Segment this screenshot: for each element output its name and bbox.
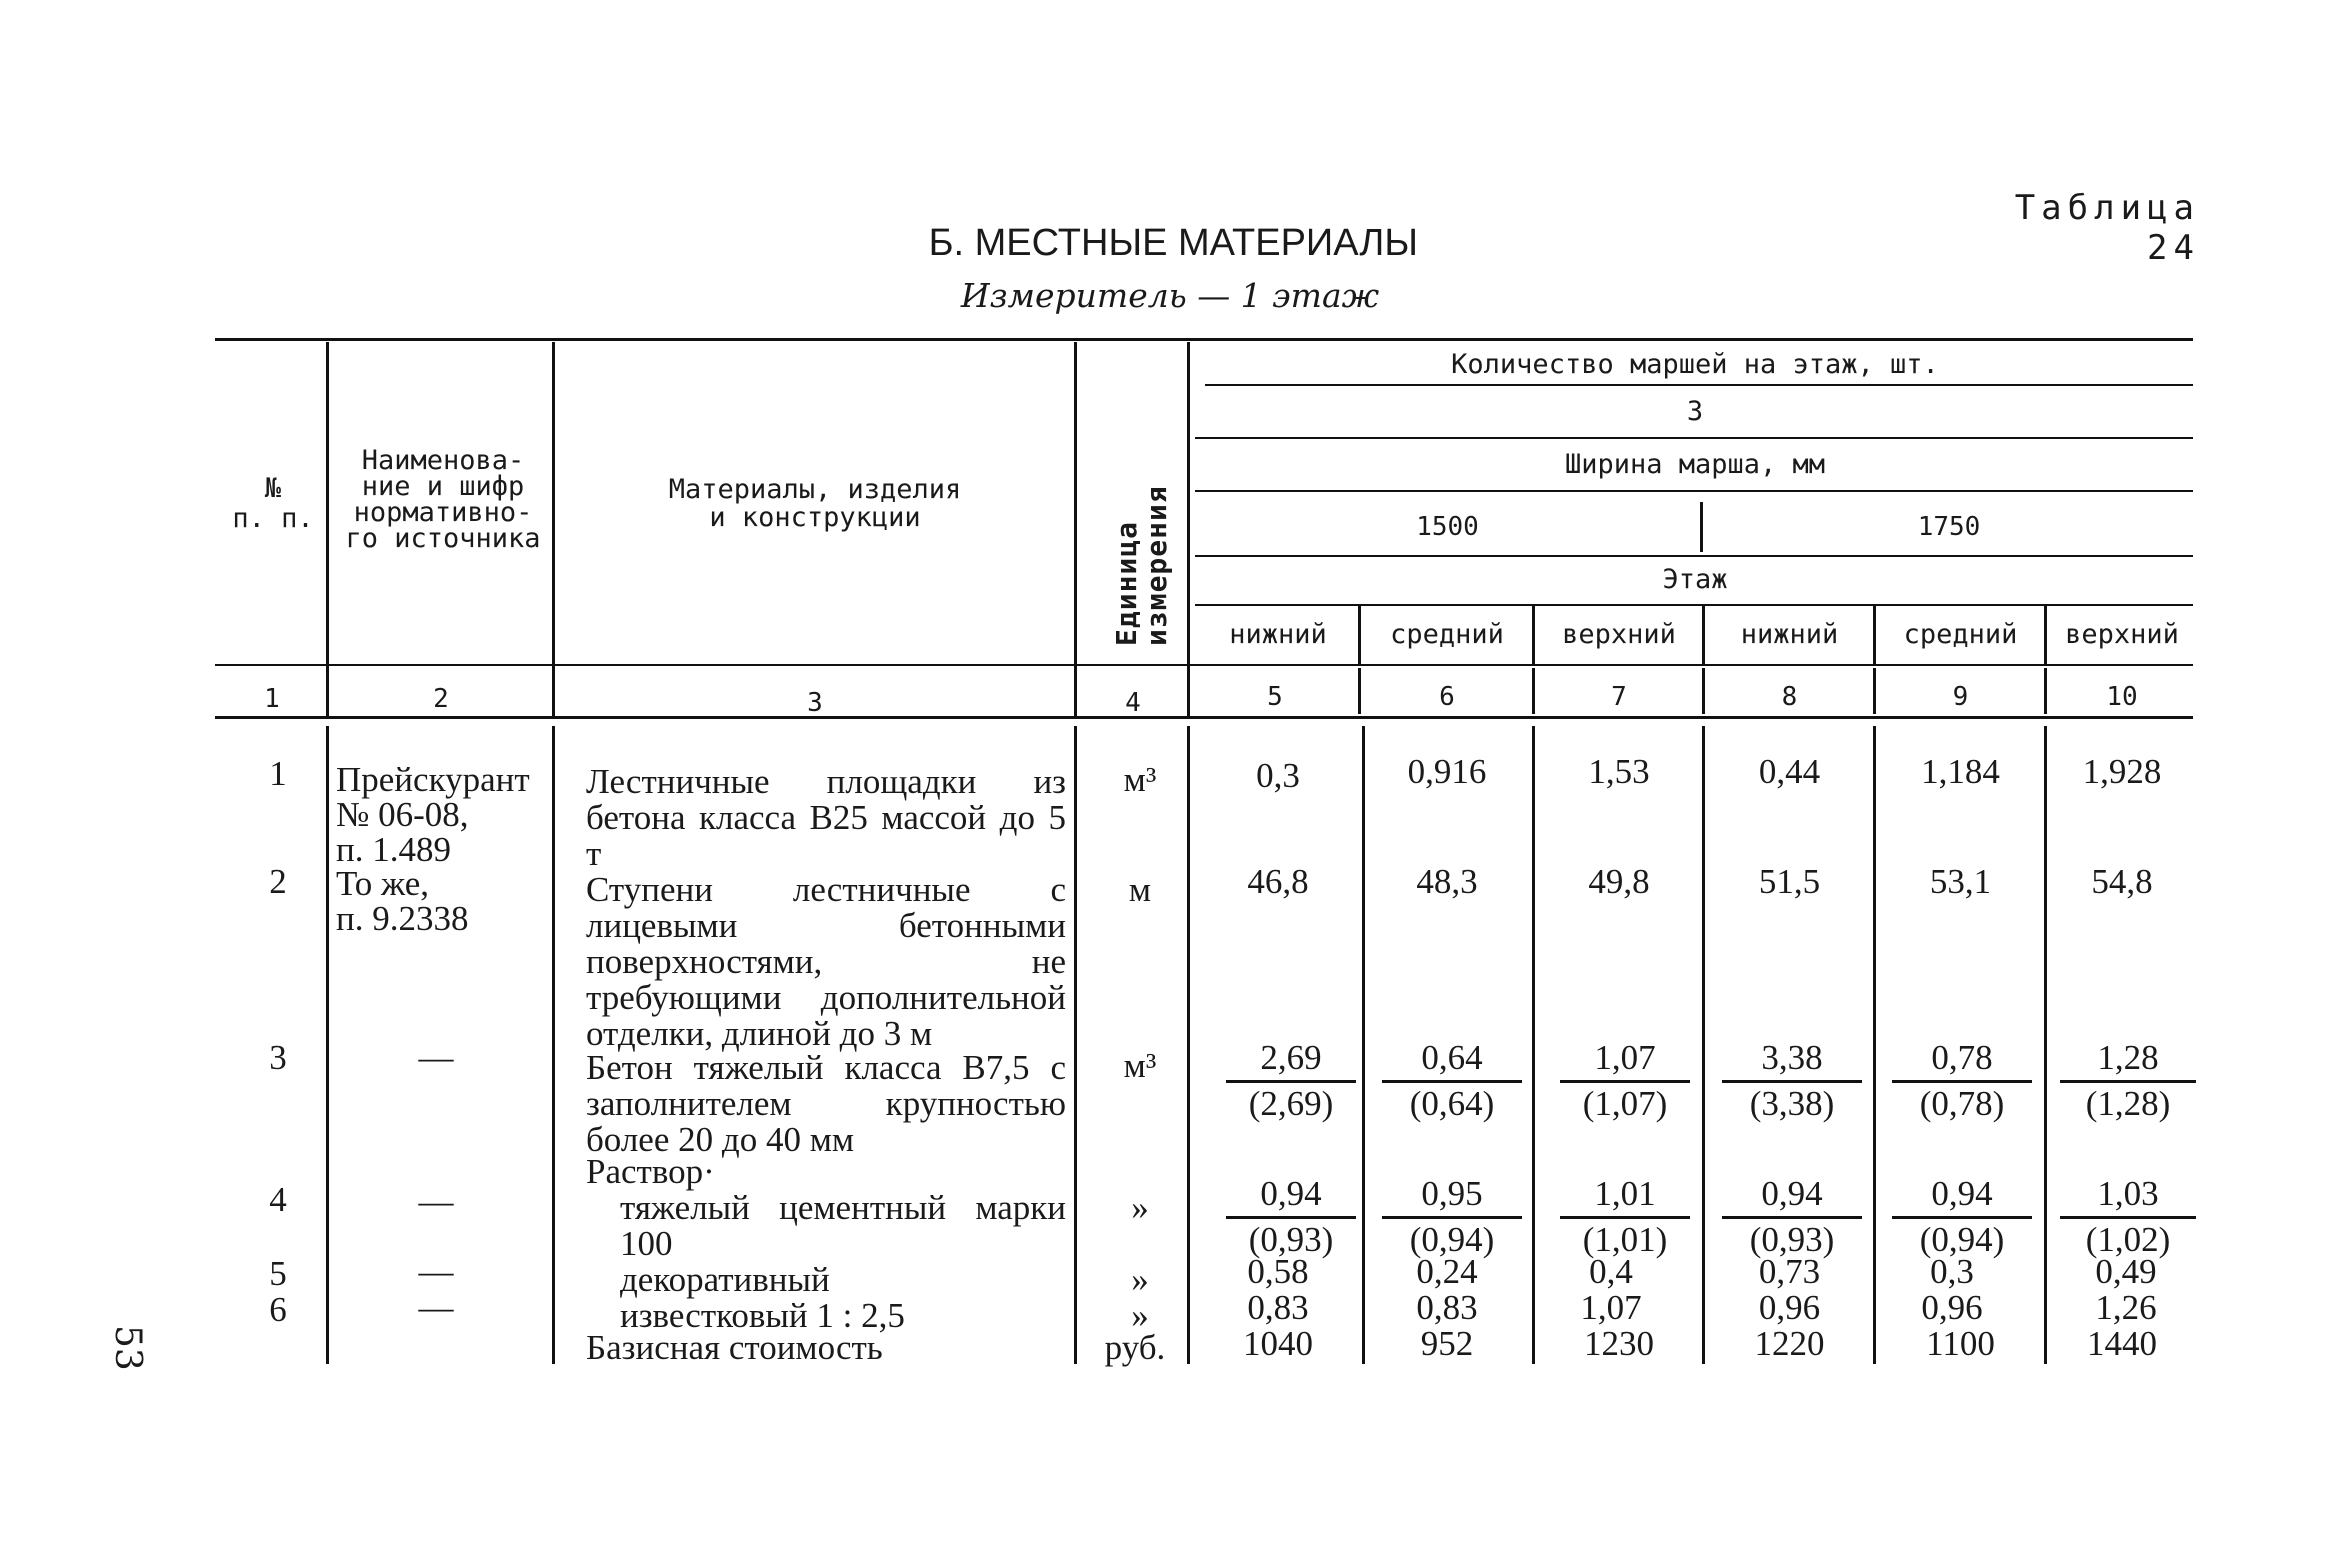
rule (1532, 668, 1535, 714)
col-number: 3 (807, 688, 823, 718)
col-number: 6 (1439, 682, 1455, 712)
row-unit: » (1131, 1260, 1149, 1299)
header-width: Ширина марша, мм (1564, 449, 1826, 480)
header-width-1500: 1500 (1416, 512, 1479, 542)
row-value: 1440 (2087, 1324, 2157, 1363)
rule (1873, 668, 1876, 714)
rule (2044, 606, 2047, 666)
row-unit: » (1131, 1188, 1149, 1227)
page-number: 53 (107, 1325, 148, 1371)
rule (1195, 437, 2193, 439)
row-subvalue: (1,02) (2085, 1220, 2171, 1259)
rule (1532, 606, 1535, 666)
row-subvalue: (0,94) (1919, 1220, 2005, 1259)
rule (1700, 502, 1703, 552)
row-value: 0,64 (1382, 1036, 1522, 1083)
col-number: 4 (1125, 688, 1141, 718)
row-material: декоративный (620, 1260, 830, 1299)
row-value: 1220 (1754, 1324, 1825, 1363)
row-subvalue: (1,01) (1582, 1220, 1668, 1259)
rule (215, 338, 2193, 341)
row-subvalue: (0,78) (1919, 1084, 2005, 1123)
rule (2044, 726, 2047, 1364)
row-value: 1,26 (2095, 1288, 2157, 1327)
row-value: 952 (1420, 1324, 1474, 1363)
row-value: 1,928 (2082, 752, 2162, 791)
header-material: Материалы, изделия и конструкции (668, 474, 962, 533)
row-subvalue: (1,07) (1582, 1084, 1668, 1123)
rule (1358, 606, 1361, 666)
header-floor-2: средний (1390, 619, 1504, 650)
row-value: 1,01 (1560, 1172, 1690, 1219)
col-number: 5 (1267, 682, 1283, 712)
row-value: 0,73 (1758, 1252, 1821, 1291)
header-unit: Единица измерения (1110, 485, 1173, 646)
row-value: 1,184 (1921, 752, 2000, 791)
header-width-1750: 1750 (1917, 512, 1981, 542)
row-value: 1,53 (1588, 752, 1650, 791)
measure-subtitle: Измеритель — 1 этаж (960, 276, 1380, 315)
row-value: 54,8 (2091, 862, 2153, 901)
row-value: 0,58 (1247, 1252, 1309, 1291)
col-number: 8 (1781, 682, 1798, 712)
header-floor-5: средний (1903, 619, 2018, 650)
header-floor-6: верхний (2065, 619, 2179, 650)
rule (1205, 384, 2193, 386)
row-number: 1 (269, 754, 287, 793)
row-material-group: Раствор· (586, 1152, 715, 1191)
rule (1187, 726, 1190, 1364)
rule (215, 664, 2193, 666)
row-unit: м³ (1123, 1046, 1157, 1085)
row-value: 0,95 (1382, 1172, 1522, 1219)
col-number: 9 (1952, 682, 1969, 712)
row-value: 0,49 (2095, 1252, 2157, 1291)
row-subvalue: (0,64) (1409, 1084, 1495, 1123)
row-value: 0,94 (1226, 1172, 1356, 1219)
col-number: 2 (433, 684, 449, 714)
row-subvalue: (2,69) (1248, 1084, 1334, 1123)
row-unit: » (1131, 1296, 1149, 1335)
header-source: Наименова- ние и шифр нормативно- го источника (345, 445, 541, 554)
row-subvalue: (1,28) (2085, 1084, 2171, 1123)
row-value: 1100 (1926, 1324, 1995, 1363)
row-source: — (418, 1038, 454, 1077)
row-value: 1,07 (1580, 1288, 1642, 1327)
col-number: 1 (264, 684, 280, 714)
row-value: 3,38 (1722, 1036, 1862, 1083)
header-flights: Количество маршей на этаж, шт. (1451, 349, 1939, 380)
row-material: Лестничные площадки из бетона класса В25 массой до 5 т (586, 762, 1066, 873)
row-value: 48,3 (1416, 862, 1478, 901)
rule (1195, 490, 2193, 492)
header-floor: Этаж (1662, 564, 1728, 595)
row-subvalue: (0,93) (1248, 1220, 1334, 1259)
row-number: 4 (269, 1180, 287, 1219)
col-number: 10 (2106, 682, 2138, 712)
row-number: 5 (269, 1254, 287, 1293)
rule (1074, 342, 1077, 718)
row-unit: м (1128, 870, 1152, 909)
row-number: 3 (269, 1038, 287, 1077)
row-subvalue: (0,93) (1749, 1220, 1835, 1259)
row-value: 0,96 (1921, 1288, 1983, 1327)
rule (1702, 606, 1705, 666)
row-unit: руб. (1104, 1328, 1166, 1367)
header-floor-3: верхний (1562, 619, 1676, 650)
row-subvalue: (0,94) (1409, 1220, 1495, 1259)
rule (1187, 342, 1190, 718)
row-value: 0,44 (1758, 752, 1821, 791)
row-value: 1,07 (1560, 1036, 1690, 1083)
row-value: 0,4 (1589, 1252, 1633, 1291)
row-material: известковый 1 : 2,5 (620, 1296, 905, 1335)
table-label: Таблица 24 (2014, 188, 2200, 268)
row-source: — (418, 1182, 454, 1221)
row-source: Прейскурант № 06-08, п. 1.489 (336, 760, 530, 869)
row-value: 2,69 (1226, 1036, 1356, 1083)
row-number: 2 (269, 862, 287, 901)
row-source: — (418, 1288, 454, 1327)
row-value: 49,8 (1588, 862, 1650, 901)
row-value: 46,8 (1247, 862, 1309, 901)
header-floor-1: нижний (1229, 619, 1327, 650)
rule (1702, 668, 1705, 714)
rule (1074, 726, 1077, 1364)
row-value: 0,83 (1247, 1288, 1309, 1327)
row-value: 53,1 (1929, 862, 1992, 901)
row-value: 1040 (1243, 1324, 1313, 1363)
row-value: 0,24 (1416, 1252, 1478, 1291)
row-subvalue: (3,38) (1749, 1084, 1835, 1123)
rule (2044, 668, 2047, 714)
row-value: 0,78 (1892, 1036, 2032, 1083)
row-unit: м³ (1123, 760, 1157, 799)
rule (1532, 726, 1535, 1364)
row-value: 1230 (1584, 1324, 1654, 1363)
col-number: 7 (1611, 682, 1627, 712)
row-material: тяжелый цементный марки 100 (620, 1188, 1066, 1263)
row-source: — (418, 1252, 454, 1291)
row-material: Ступени лестничные с лицевыми бетонными поверхностями, не требующими дополнительной отделки, длиной до 3 м (586, 870, 1066, 1053)
rule (215, 716, 2193, 719)
row-value: 0,3 (1930, 1252, 1974, 1291)
row-value: 0,3 (1256, 756, 1300, 795)
rule (1702, 726, 1705, 1364)
rule (1873, 606, 1876, 666)
header-floor-4: нижний (1740, 619, 1839, 650)
section-title: Б. МЕСТНЫЕ МАТЕРИАЛЫ (928, 222, 1418, 264)
header-number: № п. п. (232, 473, 314, 534)
row-value: 0,94 (1722, 1172, 1862, 1219)
row-source: То же, п. 9.2338 (336, 864, 469, 938)
row-material-total: Базисная стоимость (586, 1328, 883, 1367)
row-value: 1,28 (2060, 1036, 2196, 1083)
rule (1873, 726, 1876, 1364)
rule (1195, 555, 2193, 557)
row-material: Бетон тяжелый класса В7,5 с заполнителем крупностью более 20 до 40 мм (586, 1048, 1066, 1159)
row-value: 0,83 (1416, 1288, 1478, 1327)
row-value: 0,94 (1892, 1172, 2032, 1219)
header-flights-count: 3 (1686, 396, 1704, 427)
row-value: 0,916 (1407, 752, 1487, 791)
rule (1358, 668, 1361, 714)
row-value: 0,96 (1758, 1288, 1821, 1327)
row-number: 6 (269, 1290, 287, 1329)
row-value: 1,03 (2060, 1172, 2196, 1219)
row-value: 51,5 (1758, 862, 1821, 901)
